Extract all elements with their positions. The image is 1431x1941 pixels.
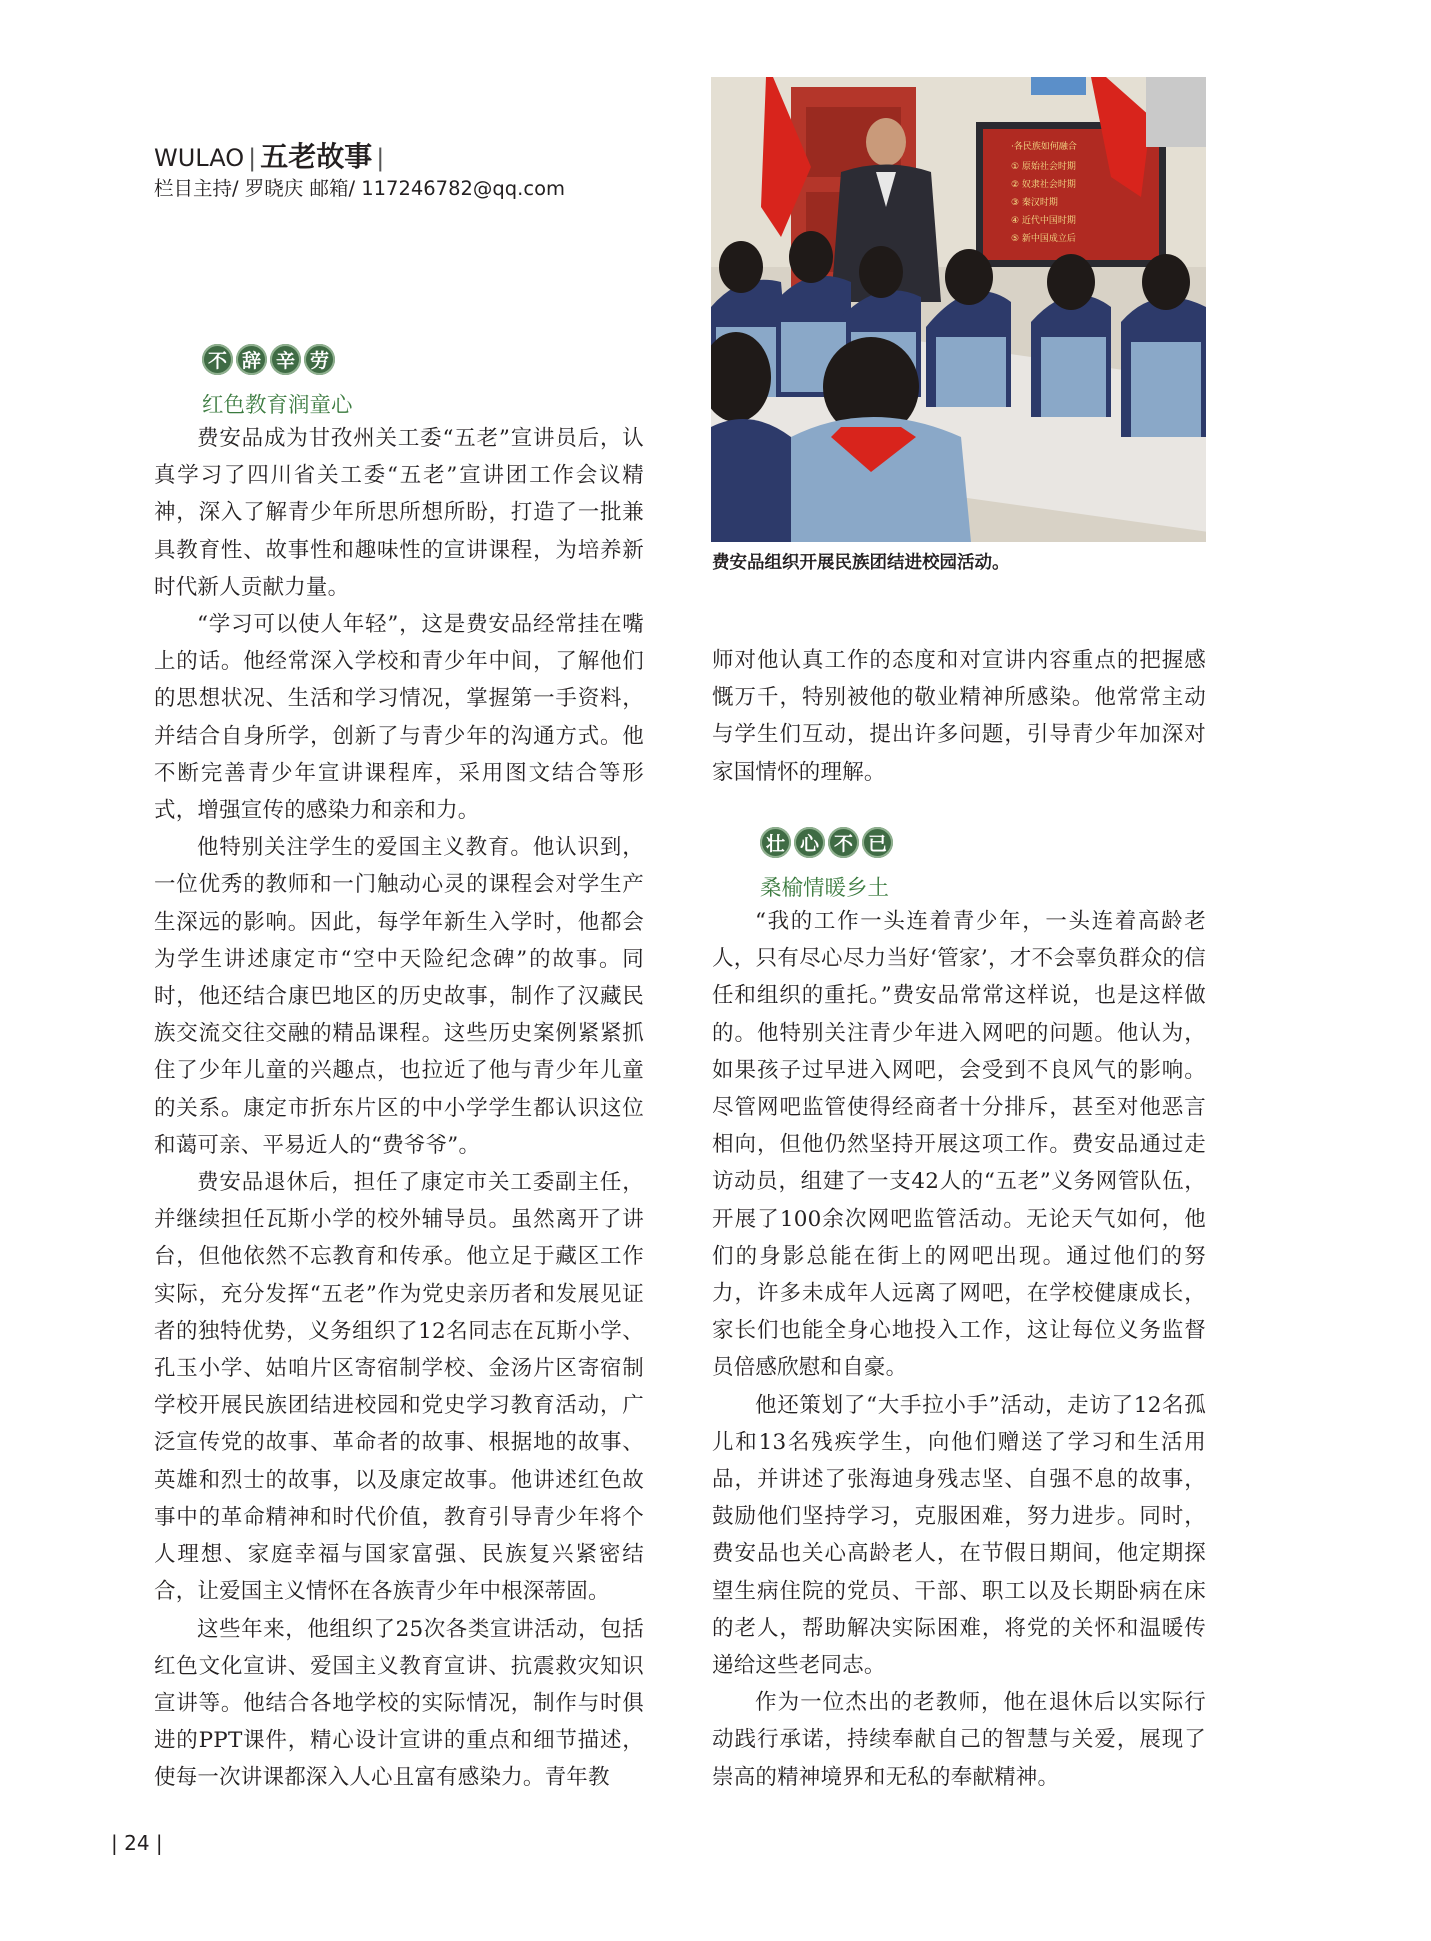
section-subtitle-2: 桑榆情暖乡土	[760, 876, 890, 901]
svg-text:·各民族如何融合: ·各民族如何融合	[1011, 142, 1077, 152]
column-host-line: 栏目主持/ 罗晓庆 邮箱/ 117246782@qq.com	[154, 177, 565, 200]
heading-badge: 壮	[760, 827, 791, 858]
paragraph: “学习可以使人年轻”，这是费安品经常挂在嘴上的话。他经常深入学校和青少年中间，了解他们的思想状况、生活和学习情况，掌握第一手资料，并结合自身所学，创新了与青少年的沟通方式。他不断完善青少年宣讲课程库，采用图文结合等形式，增强宣传的感染力和亲和力。	[154, 612, 644, 824]
left-column	[154, 420, 644, 1797]
heading-badge: 辛	[270, 344, 301, 375]
paragraph: 作为一位杰出的老教师，他在退休后以实际行动践行承诺，持续奉献自己的智慧与关爱，展现了崇高的精神境界和无私的奉献精神。	[712, 1690, 1206, 1790]
classroom-illustration	[711, 77, 1206, 542]
heading-badge: 心	[794, 827, 825, 858]
article-photo	[711, 77, 1206, 542]
paragraph: 费安品退休后，担任了康定市关工委副主任，并继续担任瓦斯小学的校外辅导员。虽然离开了讲台，但他依然不忘教育和传承。他立足于藏区工作实际，充分发挥“五老”作为党史亲历者和发展见证者的独特优势，义务组织了12名同志在瓦斯小学、孔玉小学、姑咱片区寄宿制学校、金汤片区寄宿制学校开展民族团结进校园和党史学习教育活动，广泛宣传党的故事、革命者的故事、根据地的故事、英雄和烈士的故事，以及康定故事。他讲述红色故事中的革命精神和时代价值，教育引导青少年将个人理想、家庭幸福与国家富强、民族复兴紧密结合，让爱国主义情怀在各族青少年中根深蒂固。	[154, 1170, 644, 1605]
column-name-cn: 五老故事	[260, 140, 373, 173]
paragraph: 他特别关注学生的爱国主义教育。他认识到，一位优秀的教师和一门触动心灵的课程会对学生产生深远的影响。因此，每学年新生入学时，他都会为学生讲述康定市“空中天险纪念碑”的故事。同时，他还结合康巴地区的历史故事，制作了汉藏民族交流交往交融的精品课程。这些历史案例紧紧抓住了少年儿童的兴趣点，也拉近了他与青少年儿童的关系。康定市折东片区的中小学学生都认识这位和蔼可亲、平易近人的“费爷爷”。	[154, 835, 644, 1158]
svg-text:④ 近代中国时期: ④ 近代中国时期	[1011, 216, 1076, 226]
column-logo	[154, 135, 388, 175]
heading-badge: 辞	[236, 344, 267, 375]
heading-badge: 劳	[304, 344, 335, 375]
svg-text:② 奴隶社会时期: ② 奴隶社会时期	[1011, 180, 1076, 190]
heading-badge: 不	[828, 827, 859, 858]
paragraph: 师对他认真工作的态度和对宣讲内容重点的把握感慨万千，特别被他的敬业精神所感染。他常常主动与学生们互动，提出许多问题，引导青少年加深对家国情怀的理解。	[712, 648, 1206, 785]
section-heading-1	[202, 344, 335, 375]
heading-badge: 已	[862, 827, 893, 858]
divider: |	[248, 144, 257, 172]
page-number: | 24 |	[111, 1831, 163, 1855]
paragraph: 费安品成为甘孜州关工委“五老”宣讲员后，认真学习了四川省关工委“五老”宣讲团工作会议精神，深入了解青少年所思所想所盼，打造了一批兼具教育性、故事性和趣味性的宣讲课程，为培养新时代新人贡献力量。	[154, 426, 644, 600]
photo-caption: 费安品组织开展民族团结进校园活动。	[712, 553, 1010, 573]
right-column-continuation	[712, 642, 1206, 791]
divider: |	[376, 144, 385, 172]
paragraph: 他还策划了“大手拉小手”活动，走访了12名孤儿和13名残疾学生，向他们赠送了学习和生活用品，并讲述了张海迪身残志坚、自强不息的故事，鼓励他们坚持学习，克服困难，努力进步。同时，费安品也关心高龄老人，在节假日期间，他定期探望生病住院的党员、干部、职工以及长期卧病在床的老人，帮助解决实际困难，将党的关怀和温暖传递给这些老同志。	[712, 1392, 1206, 1679]
column-name-en: WULAO	[154, 144, 245, 172]
svg-text:③ 秦汉时期: ③ 秦汉时期	[1011, 198, 1058, 208]
section-heading-2	[760, 827, 893, 858]
right-column	[712, 903, 1206, 1796]
paragraph: 这些年来，他组织了25次各类宣讲活动，包括红色文化宣讲、爱国主义教育宣讲、抗震救灾知识宣讲等。他结合各地学校的实际情况，制作与时俱进的PPT课件，精心设计宣讲的重点和细节描述，使每一次讲课都深入人心且富有感染力。青年教	[154, 1616, 644, 1791]
paragraph: “我的工作一头连着青少年，一头连着高龄老人，只有尽心尽力当好‘管家’，才不会辜负群众的信任和组织的重托。”费安品常常这样说，也是这样做的。他特别关注青少年进入网吧的问题。他认为，如果孩子过早进入网吧，会受到不良风气的影响。尽管网吧监管使得经商者十分排斥，甚至对他恶言相向，但他仍然坚持开展这项工作。费安品通过走访动员，组建了一支42人的“五老”义务网管队伍，开展了100余次网吧监管活动。无论天气如何，他们的身影总能在街上的网吧出现。通过他们的努力，许多未成年人远离了网吧，在学校健康成长，家长们也能全身心地投入工作，这让每位义务监督员倍感欣慰和自豪。	[712, 909, 1206, 1381]
section-badges	[760, 827, 893, 858]
svg-text:⑤ 新中国成立后: ⑤ 新中国成立后	[1011, 234, 1076, 244]
heading-badge: 不	[202, 344, 233, 375]
svg-text:① 原始社会时期: ① 原始社会时期	[1011, 162, 1076, 172]
section-badges	[202, 344, 335, 375]
section-subtitle-1: 红色教育润童心	[202, 393, 353, 418]
